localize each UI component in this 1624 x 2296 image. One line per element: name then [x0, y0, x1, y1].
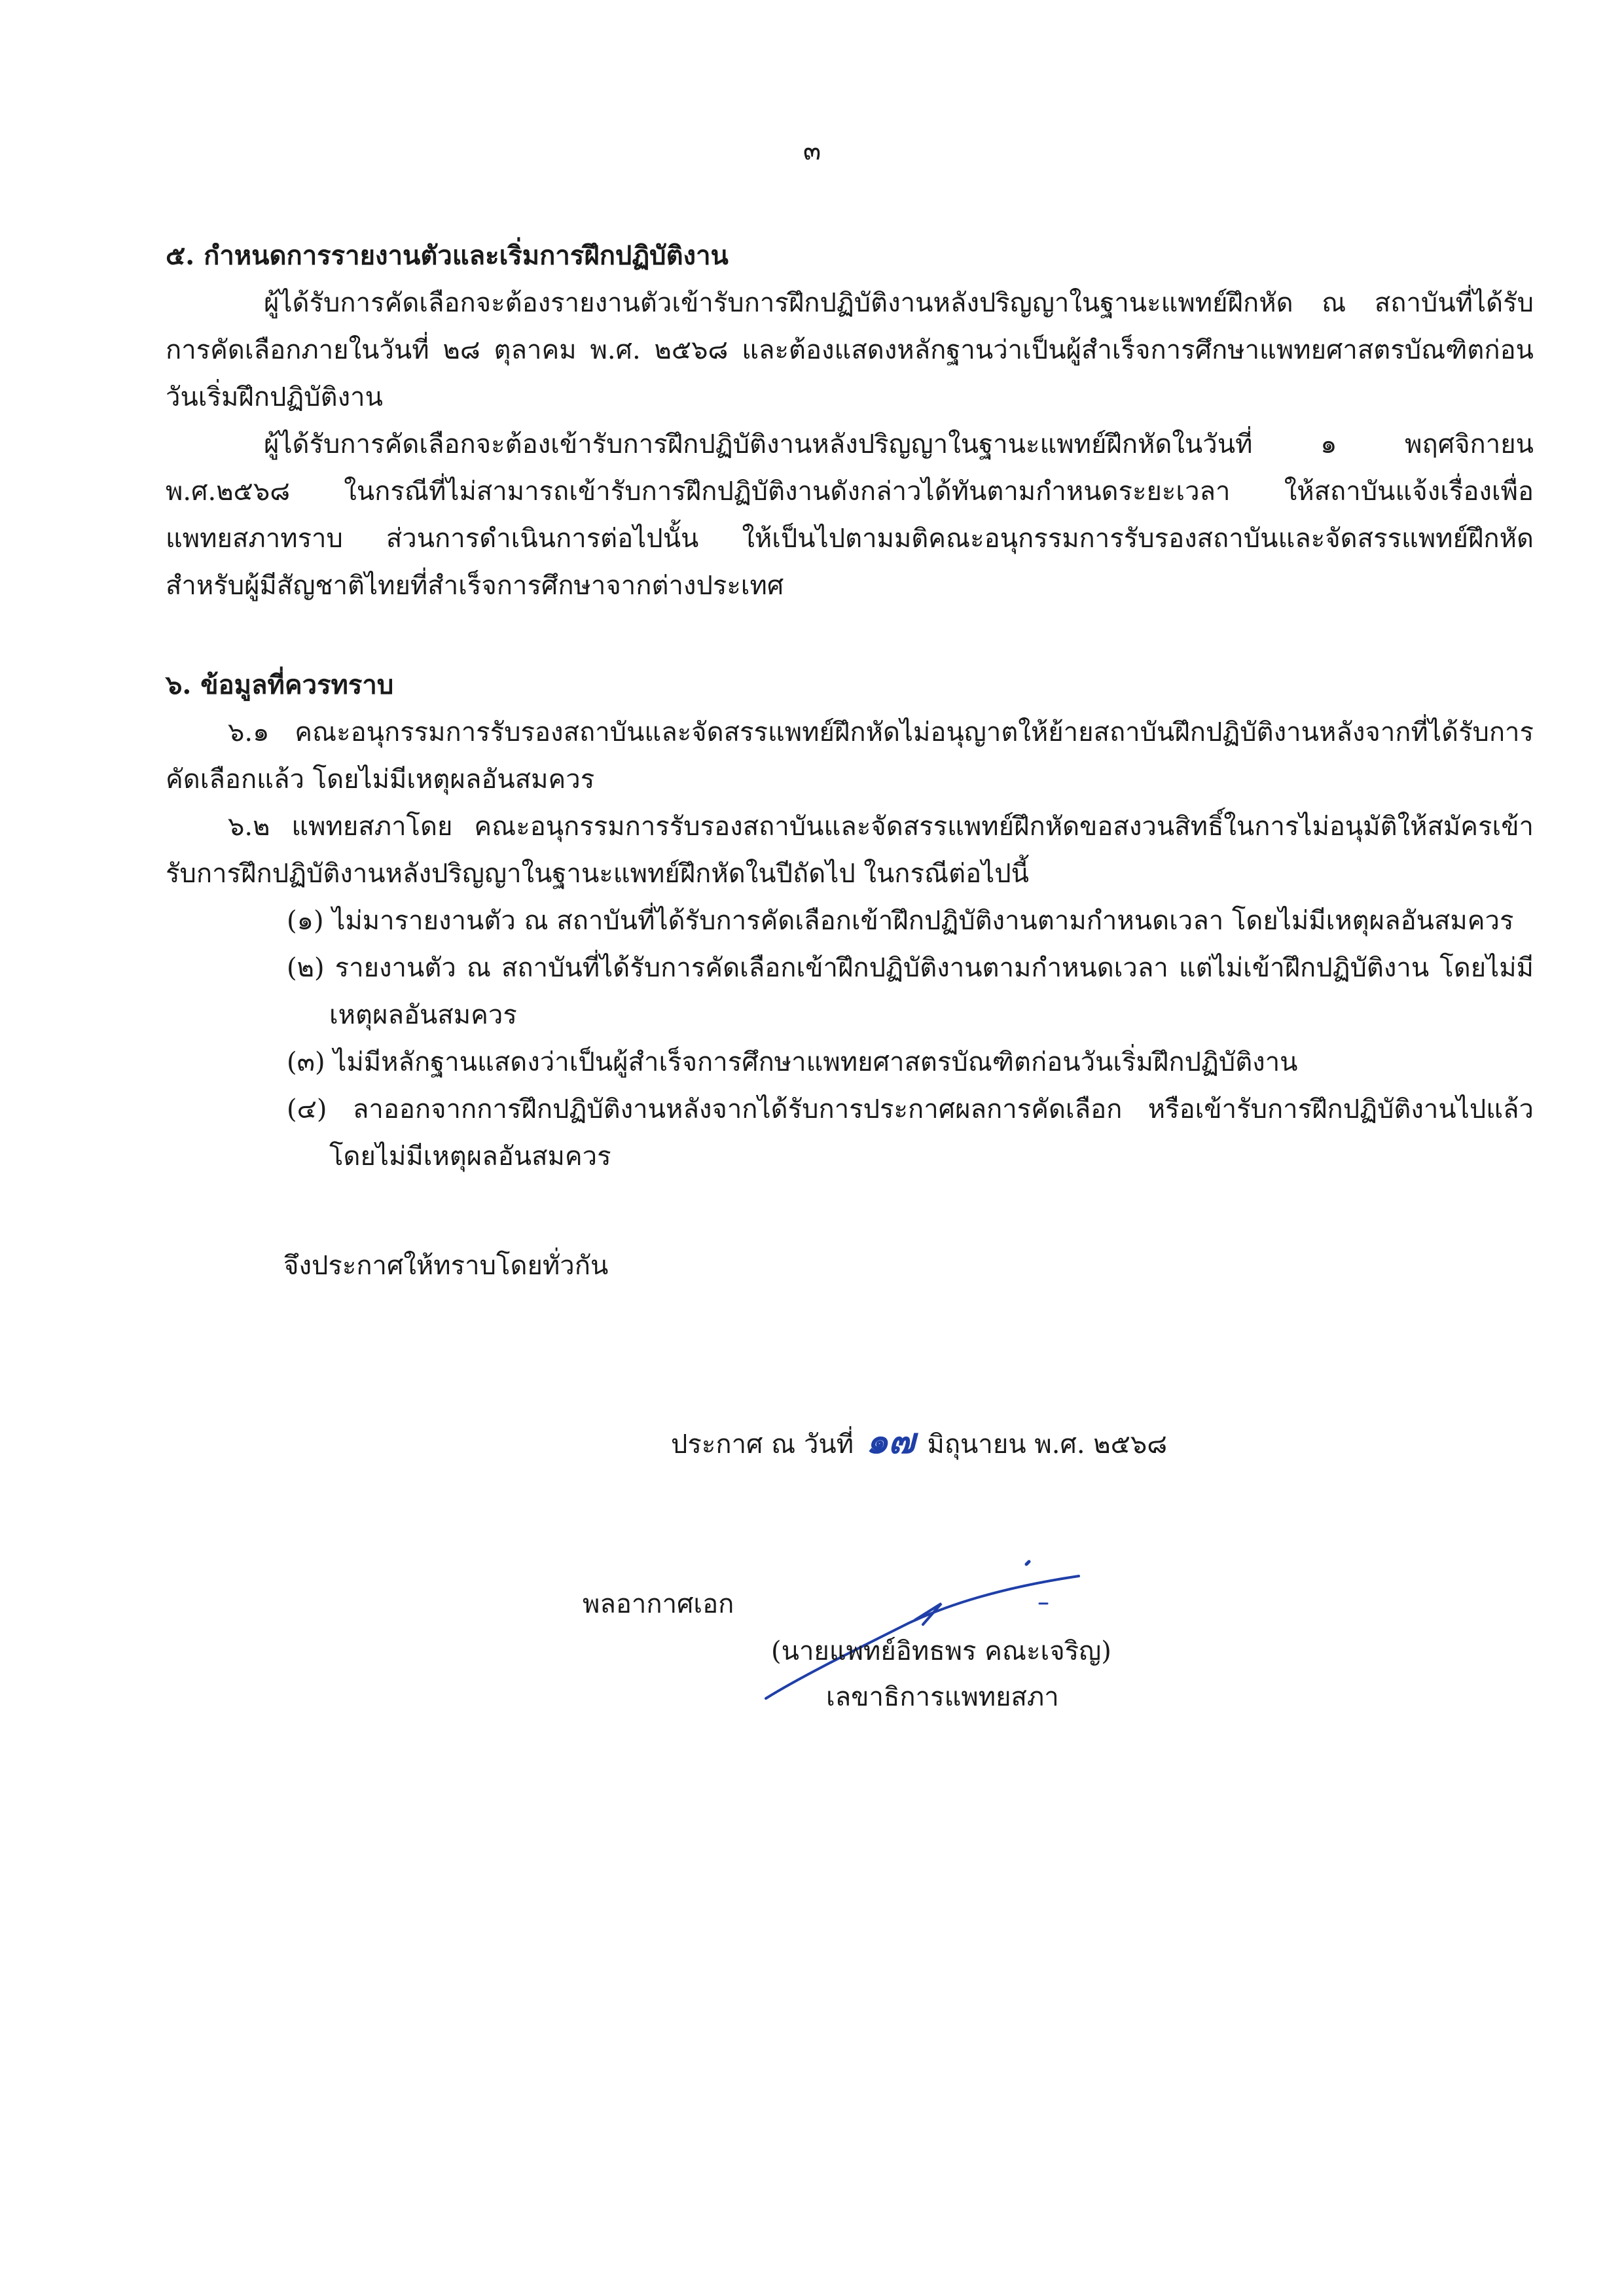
announcement-date — [671, 1412, 1167, 1469]
case-item-3: (๓) ไม่มีหลักฐานแสดงว่าเป็นผู้สำเร็จการศึกษาแพทยศาสตรบัณฑิตก่อนวันเริ่มฝึกปฏิบัติงาน — [287, 1047, 1298, 1077]
closing-statement: จึงประกาศให้ทราบโดยทั่วกัน — [283, 1251, 609, 1281]
announcement-suffix: มิถุนายน พ.ศ. ๒๕๖๘ — [927, 1429, 1168, 1460]
section6-item-2: ๖.๒ แพทยสภาโดย คณะอนุกรรมการรับรองสถาบันและจัดสรรแพทย์ฝึกหัดขอสงวนสิทธิ์ในการไม่อนุมัติให้สมัครเข้ารับการฝึกปฏิบัติงานหลังปริญญาในฐานะแพทย์ฝึกหัดในปีถัดไป ในกรณีต่อไปนี้ — [166, 812, 1534, 889]
section5-paragraph-2: ผู้ได้รับการคัดเลือกจะต้องเข้ารับการฝึกปฏิบัติงานหลังปริญญาในฐานะแพทย์ฝึกหัดในวันที่ ๑ พฤศจิกายน พ.ศ.๒๕๖๘ ในกรณีที่ไม่สามารถเข้ารับการฝึกปฏิบัติงานดังกล่าวได้ทันตามกำหนดระยะเวลา ให้สถาบันแจ้งเรื่องเพื่อแพทยสภาทราบ ส่วนการดำเนินการต่อไปนั้น ให้เป็นไปตามมติคณะอนุกรรมการรับรองสถาบันและจัดสรรแพทย์ฝึกหัด สำหรับผู้มีสัญชาติไทยที่สำเร็จการศึกษาจากต่างประเทศ — [166, 429, 1534, 601]
announcement-day: ๑๗ — [865, 1420, 915, 1462]
announcement-prefix: ประกาศ ณ วันที่ — [671, 1429, 854, 1460]
section6-heading: ๖. ข้อมูลที่ควรทราบ — [166, 670, 394, 700]
signatory-rank: พลอากาศเอก — [583, 1589, 734, 1619]
signatory-position: เลขาธิการแพทยสภา — [826, 1682, 1059, 1712]
case-item-2: (๒) รายงานตัว ณ สถาบันที่ได้รับการคัดเลือกเข้าฝึกปฏิบัติงานตามกำหนดเวลา แต่ไม่เข้าฝึกปฏิบัติงาน โดยไม่มีเหตุผลอันสมควร — [287, 953, 1534, 1030]
signatory-name: (นายแพทย์อิทธพร คณะเจริญ) — [771, 1636, 1111, 1666]
page-number: ๓ — [803, 136, 821, 166]
case-item-1: (๑) ไม่มารายงานตัว ณ สถาบันที่ได้รับการคัดเลือกเข้าฝึกปฏิบัติงานตามกำหนดเวลา โดยไม่มีเหตุผลอันสมควร — [287, 906, 1514, 936]
section5-paragraph-1: ผู้ได้รับการคัดเลือกจะต้องรายงานตัวเข้ารับการฝึกปฏิบัติงานหลังปริญญาในฐานะแพทย์ฝึกหัด ณ สถาบันที่ได้รับการคัดเลือกภายในวันที่ ๒๘ ตุลาคม พ.ศ. ๒๕๖๘ และต้องแสดงหลักฐานว่าเป็นผู้สำเร็จการศึกษาแพทยศาสตรบัณฑิตก่อนวันเริ่มฝึกปฏิบัติงาน — [166, 288, 1534, 412]
document-body — [166, 232, 1534, 1289]
section6-item-1: ๖.๑ คณะอนุกรรมการรับรองสถาบันและจัดสรรแพทย์ฝึกหัดไม่อนุญาตให้ย้ายสถาบันฝึกปฏิบัติงานหลังจากที่ได้รับการคัดเลือกแล้ว โดยไม่มีเหตุผลอันสมควร — [166, 717, 1534, 795]
case-item-4: (๔) ลาออกจากการฝึกปฏิบัติงานหลังจากได้รับการประกาศผลการคัดเลือก หรือเข้ารับการฝึกปฏิบัติงานไปแล้ว โดยไม่มีเหตุผลอันสมควร — [287, 1094, 1534, 1172]
section5-heading: ๕. กำหนดการรายงานตัวและเริ่มการฝึกปฏิบัติงาน — [166, 240, 729, 271]
